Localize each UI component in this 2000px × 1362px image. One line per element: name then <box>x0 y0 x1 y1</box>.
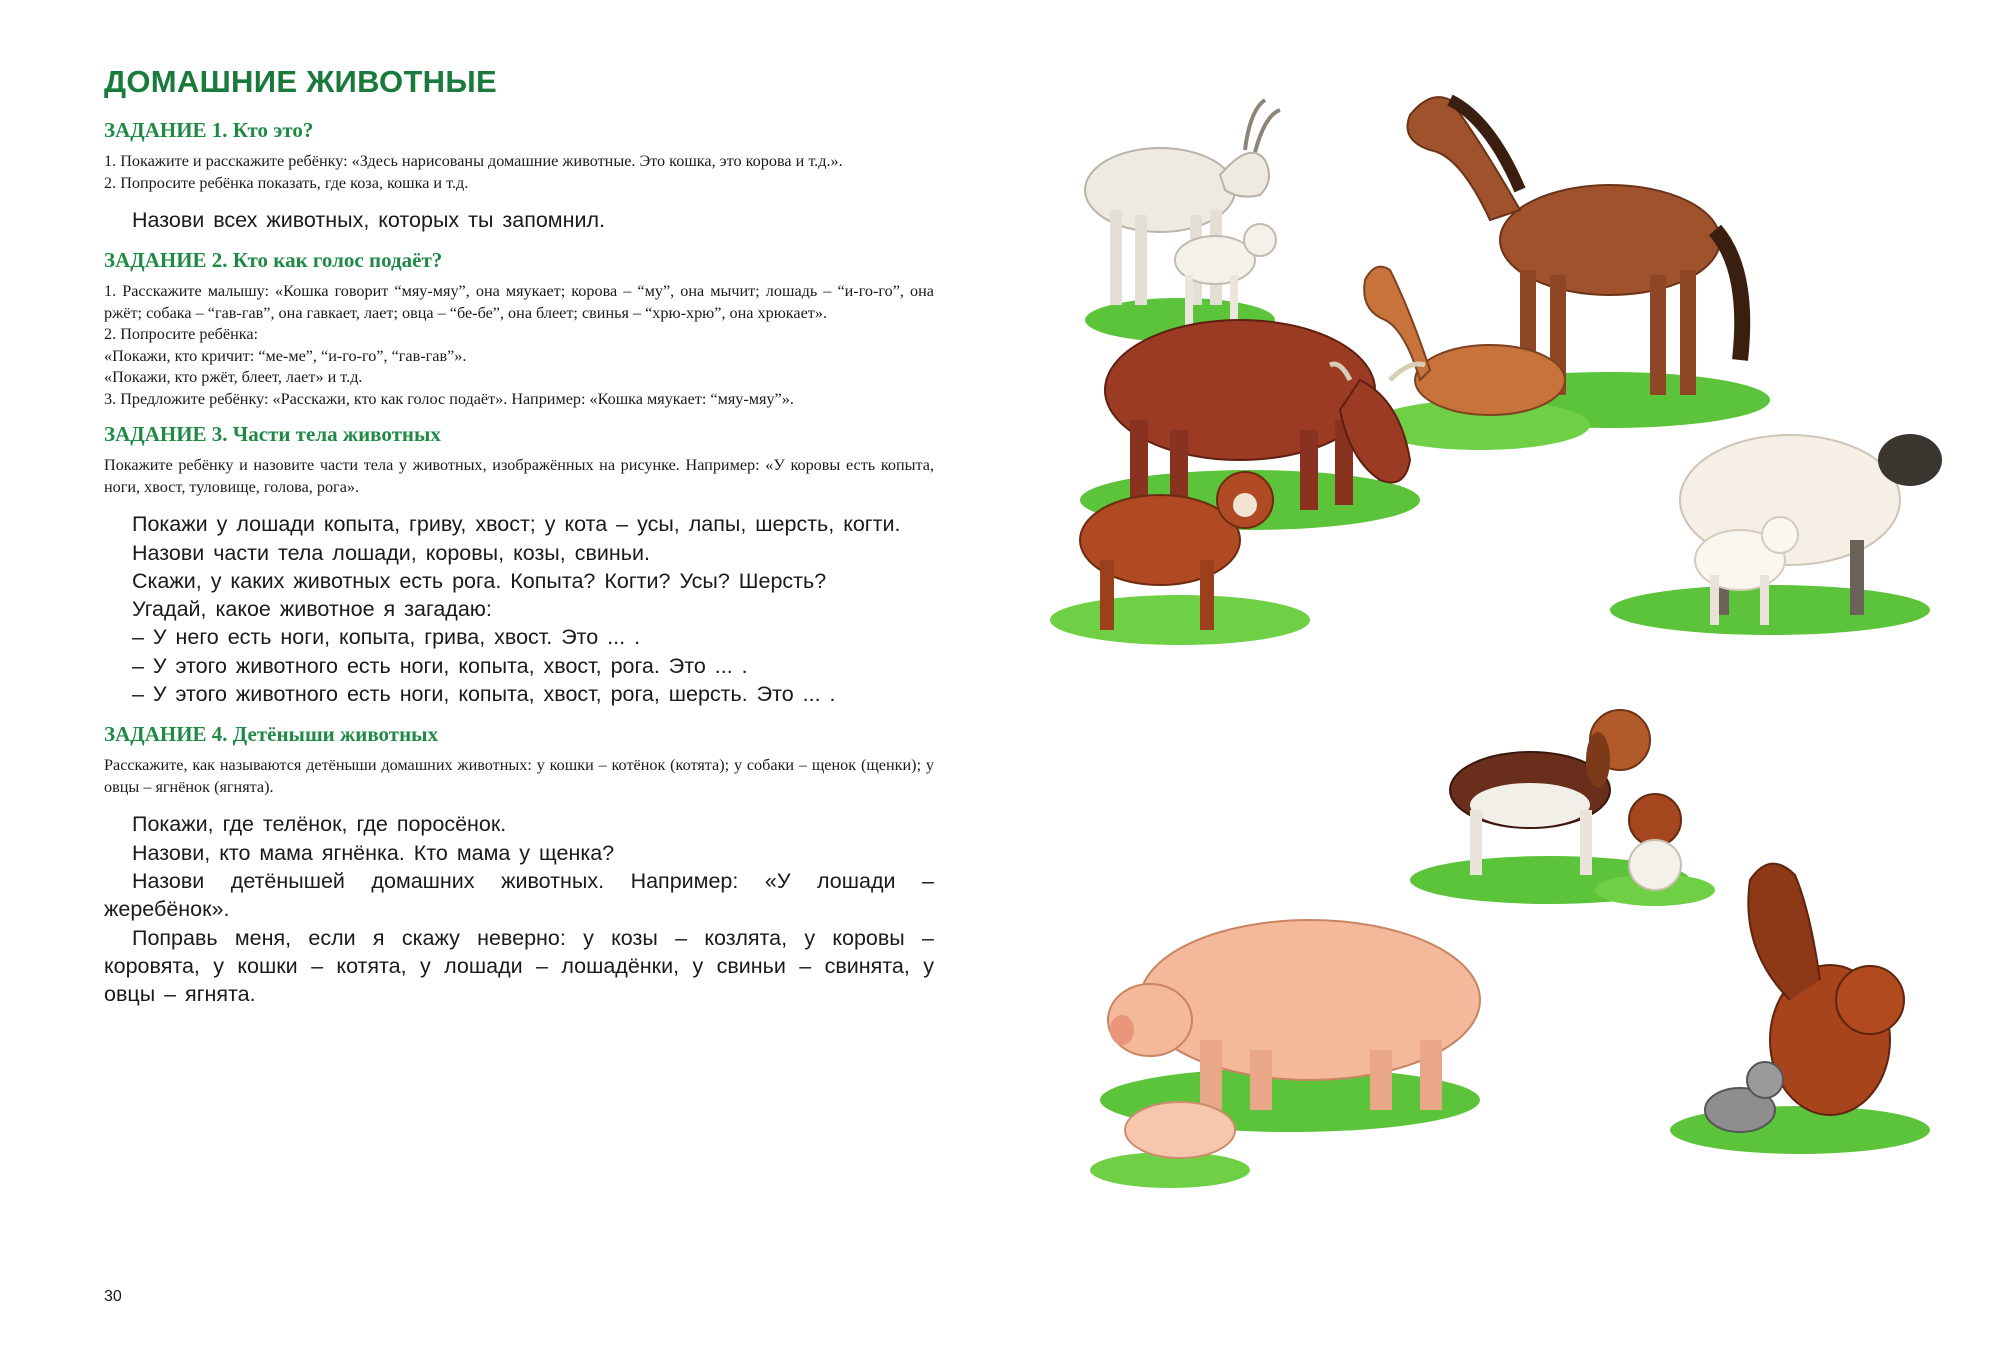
task-4-heading: ЗАДАНИЕ 4. Детёныши животных <box>104 722 439 747</box>
instruction-paragraph: 2. Попросите ребёнка: <box>104 325 259 344</box>
task-1-instructions <box>104 151 934 194</box>
task-2-instructions <box>104 281 934 410</box>
goat-icon <box>1085 100 1280 342</box>
child-prompt: Поправь меня, если я скажу неверно: у козы – козлята, у коровы – коровята, у кошки – котята, у лошади – лошадёнки, у свиньи – свинята, у овцы – ягнята. <box>104 925 934 1007</box>
child-prompt: Угадай, какое животное я загадаю: <box>132 597 492 622</box>
child-prompt: Назови детёнышей домашних животных. Например: «У лошади – жеребёнок». <box>104 868 934 922</box>
child-prompt: Назови всех животных, которых ты запомнил. <box>132 208 605 232</box>
child-prompt: Покажи у лошади копыта, гриву, хвост; у кота – усы, лапы, шерсть, когти. <box>132 512 901 537</box>
task-3-child-text <box>104 510 934 708</box>
page-title: ДОМАШНИЕ ЖИВОТНЫЕ <box>104 64 497 99</box>
task-3-instructions <box>104 455 934 498</box>
instruction-paragraph: 1. Покажите и расскажите ребёнку: «Здесь нарисованы домашние животные. Это кошка, это корова и т.д.». <box>104 152 843 170</box>
task-2-heading: ЗАДАНИЕ 2. Кто как голос подаёт? <box>104 248 443 273</box>
puppy-icon <box>1595 794 1715 906</box>
instruction-paragraph: 1. Расскажите малышу: «Кошка говорит “мяу-мяу”, она мяукает; корова – “му”, она мычит; лошадь – “и-го-го”, она ржёт; собака – “гав-гав”, она гавкает, лает; овца – “бе-бе”, она блеет; свинья – “хрю-хрю”, она хрюкает». <box>104 282 934 322</box>
child-prompt: – У этого животного есть ноги, копыта, хвост, рога. Это ... . <box>132 653 748 678</box>
task-4-child-text <box>104 810 934 1008</box>
instruction-paragraph: «Покажи, кто кричит: “ме-ме”, “и-го-го”, “гав-гав”». <box>104 346 467 365</box>
task-4-instructions <box>104 755 934 798</box>
task-1-child-text <box>104 206 934 234</box>
kitten-icon <box>1705 1062 1783 1132</box>
child-prompt: – У него есть ноги, копыта, грива, хвост. Это ... . <box>132 625 641 650</box>
child-prompt: Покажи, где телёнок, где поросёнок. <box>132 812 507 837</box>
instruction-paragraph: «Покажи, кто ржёт, блеет, лает» и т.д. <box>104 368 363 387</box>
child-prompt: Назови, кто мама ягнёнка. Кто мама у щенка? <box>132 840 615 865</box>
child-prompt: Назови части тела лошади, коровы, козы, свиньи. <box>132 540 650 565</box>
instruction-paragraph: Расскажите, как называются детёныши домашних животных: у кошки – котёнок (котята); у собаки – щенок (щенки); у овцы – ягнёнок (ягнята). <box>104 756 934 796</box>
piglet-icon <box>1090 1102 1250 1188</box>
child-prompt: Скажи, у каких животных есть рога. Копыта? Когти? Усы? Шерсть? <box>132 568 827 593</box>
page-number: 30 <box>104 1288 122 1305</box>
text-column <box>104 64 934 1022</box>
task-3-heading: ЗАДАНИЕ 3. Части тела животных <box>104 422 441 447</box>
task-1-heading: ЗАДАНИЕ 1. Кто это? <box>104 118 314 142</box>
pig-icon <box>1100 920 1480 1132</box>
child-prompt: – У этого животного есть ноги, копыта, хвост, рога, шерсть. Это ... . <box>132 682 836 707</box>
instruction-paragraph: 3. Предложите ребёнку: «Расскажи, кто как голос подаёт». Например: «Кошка мяукает: “мяу-мяу”». <box>104 389 794 408</box>
farm-animals-illustration <box>1050 80 1950 1210</box>
instruction-paragraph: 2. Попросите ребёнка показать, где коза, кошка и т.д. <box>104 173 469 192</box>
instruction-paragraph: Покажите ребёнку и назовите части тела у животных, изображённых на рисунке. Например: «У коровы есть копыта, ноги, хвост, туловище, голова, рога». <box>104 456 934 496</box>
